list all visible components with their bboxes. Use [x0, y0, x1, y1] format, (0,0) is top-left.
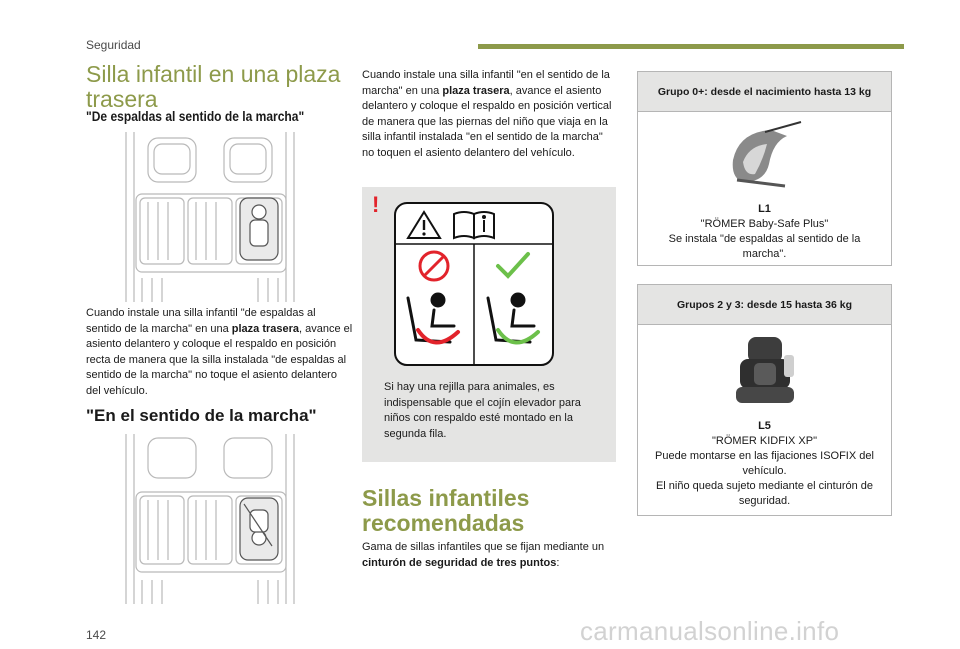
car-top-view-rear-facing-illustration — [122, 132, 298, 302]
header-accent-bar — [478, 44, 904, 49]
page-number: 142 — [86, 628, 107, 642]
card-note: Se instala "de espaldas al sentido de la marcha". — [668, 233, 861, 260]
card-model-name: "RÖMER Baby-Safe Plus" — [700, 218, 829, 230]
card-code: L5 — [758, 420, 771, 432]
card-header: Grupos 2 y 3: desde 15 hasta 36 kg — [638, 285, 891, 325]
card-model-name: "RÖMER KIDFIX XP" — [712, 435, 817, 447]
seat-position-pictogram — [394, 202, 554, 366]
warning-exclamation-icon: ! — [372, 192, 380, 217]
subtitle-rear-facing-text: De espaldas al sentido de la marcha — [91, 108, 299, 124]
seat-card-group-2-3 — [637, 284, 892, 516]
card-note-2: El niño queda sujeto mediante el cinturón de seguridad. — [655, 480, 874, 507]
car-top-view-forward-facing-illustration — [122, 434, 298, 604]
subtitle-forward-facing: "En el sentido de la marcha" — [86, 406, 317, 425]
card-code: L1 — [758, 203, 771, 215]
section-label: Seguridad — [86, 38, 141, 52]
warning-text: Si hay una rejilla para animales, es indispensable que el cojín elevador para niños con respaldo esté montado en la segunda fila. — [384, 381, 581, 440]
paragraph-forward-facing: Cuando instale una silla infantil "en el sentido de la marcha" en una plaza trasera, avance el asiento delantero y coloque el respaldo en posición vertical de manera que las piernas del niño que viaja en la silla infantil instalada "en el sentido de la marcha" no toquen el asiento delantero del vehículo. — [362, 69, 612, 159]
paragraph-rear-facing: Cuando instale una silla infantil "de espaldas al sentido de la marcha" en una plaza trasera, avance el asiento delantero y coloque el respaldo en posición recta de manera que la silla instalada "de espaldas al sentido de la marcha" no toque el asiento delantero del vehículo. — [86, 307, 353, 397]
subtitle-rear-facing: "De espaldas al sentido de la marcha" — [86, 108, 305, 124]
booster-seat-image — [730, 333, 800, 409]
paragraph-seat-range: Gama de sillas infantiles que se fijan mediante un cinturón de seguridad de tres puntos: — [362, 541, 605, 569]
watermark: carmanualsonline.info — [580, 616, 840, 646]
card-note: Puede montarse en las fijaciones ISOFIX del vehículo. — [655, 450, 874, 477]
section-title-recommended-seats: Sillas infantiles recomendadas — [362, 485, 530, 536]
card-header: Grupo 0+: desde el nacimiento hasta 13 kg — [638, 72, 891, 112]
baby-carrier-image — [725, 120, 805, 192]
page-title: Silla infantil en una plaza trasera — [86, 61, 341, 112]
seat-card-group-0 — [637, 71, 892, 266]
